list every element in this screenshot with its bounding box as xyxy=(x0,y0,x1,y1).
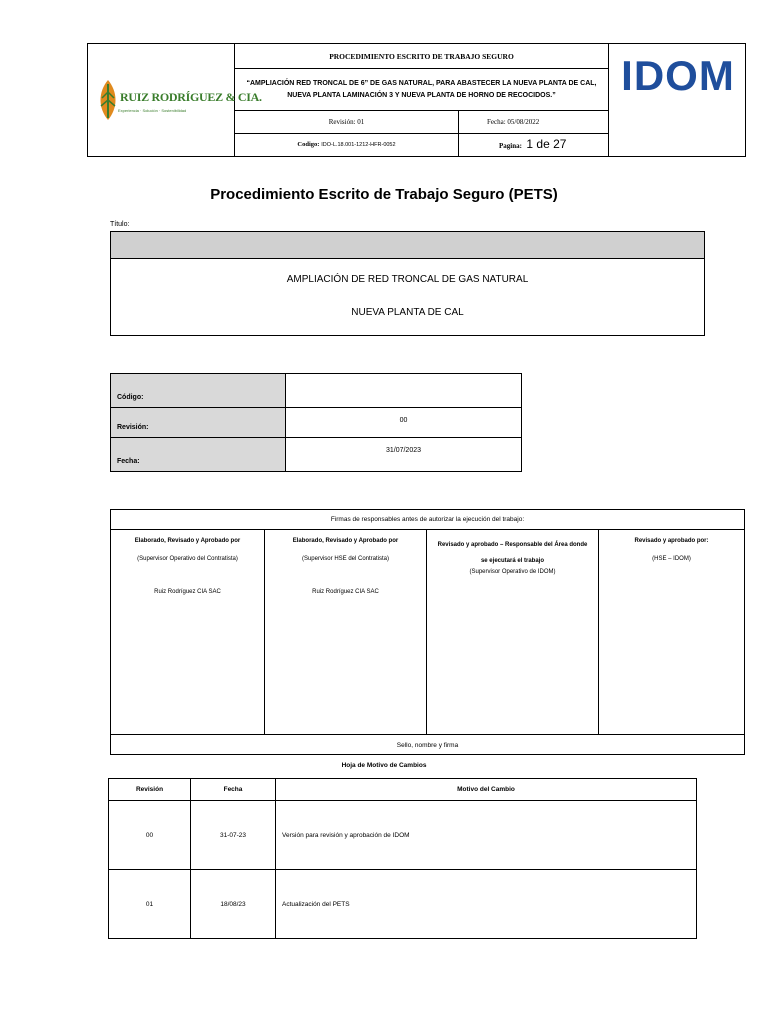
doc-type: PROCEDIMIENTO ESCRITO DE TRABAJO SEGURO xyxy=(235,44,608,69)
column-header: Motivo del Cambio xyxy=(276,779,697,801)
table-row xyxy=(109,801,697,870)
title-box xyxy=(110,231,705,336)
column-header: Revisión xyxy=(109,779,191,801)
info-revision-label: Revisión: xyxy=(111,408,286,438)
table-cell: Actualización del PETS xyxy=(276,870,697,939)
signature-company: Ruiz Rodríguez CIA SAC xyxy=(312,589,379,595)
table-row xyxy=(109,870,697,939)
column-header: Fecha xyxy=(191,779,276,801)
idom-logo xyxy=(608,44,745,156)
info-fecha-value: 31/07/2023 xyxy=(286,438,522,472)
page-title: Procedimiento Escrito de Trabajo Seguro (PETS) xyxy=(210,186,558,203)
table-cell: 01 xyxy=(109,870,191,939)
signature-column xyxy=(265,530,427,734)
company-logo xyxy=(88,44,262,156)
info-codigo-value xyxy=(286,374,522,408)
idom-logo-text: IDOM xyxy=(621,52,735,99)
signature-title: Revisado y aprobado – Responsable del Área donde se ejecutará el trabajo xyxy=(437,542,588,564)
header-center xyxy=(235,44,608,156)
signature-column xyxy=(427,530,599,734)
company-logo-text: RUIZ RODRÍGUEZ & CIA. xyxy=(120,90,262,104)
info-fecha-label: Fecha: xyxy=(111,438,286,472)
titulo-label: Título: xyxy=(110,221,130,228)
codigo-label: Codigo: xyxy=(297,141,320,148)
title-line-1: AMPLIACIÓN DE RED TRONCAL DE GAS NATURAL xyxy=(286,274,529,285)
table-header-row xyxy=(109,779,697,801)
table-cell: Versión para revisión y aprobación de IDOM xyxy=(276,801,697,870)
table-cell: 00 xyxy=(109,801,191,870)
signature-title: Elaborado, Revisado y Aprobado por xyxy=(134,538,241,544)
signatures-footer: Sello, nombre y firma xyxy=(111,734,744,754)
company-logo-tagline: Experiencia · Solución · Sostenibilidad xyxy=(118,108,187,113)
info-codigo-label: Código: xyxy=(111,374,286,408)
project-title: “AMPLIACIÓN RED TRONCAL DE 6” DE GAS NATURAL, PARA ABASTECER LA NUEVA PLANTA DE CAL, NUEVA PLANTA LAMINACIÓN 3 Y NUEVA PLANTA DE HORNO DE RECOCIDOS.” xyxy=(235,69,608,111)
codigo-value: IDO-L.18.001-1212-HFR-0052 xyxy=(321,142,396,148)
title-line-2: NUEVA PLANTA DE CAL xyxy=(351,307,464,318)
signature-role: (Supervisor HSE del Contratista) xyxy=(301,556,390,562)
document-header xyxy=(87,43,746,157)
info-table xyxy=(110,373,522,472)
table-cell: 31-07-23 xyxy=(191,801,276,870)
info-revision-value: 00 xyxy=(286,408,522,438)
signatures-box xyxy=(110,509,745,755)
signature-column xyxy=(111,530,265,734)
title-box-header xyxy=(111,232,704,259)
signature-company: Ruiz Rodríguez CIA SAC xyxy=(154,589,221,595)
signature-title: Elaborado, Revisado y Aprobado por xyxy=(292,538,399,544)
table-cell: 18/08/23 xyxy=(191,870,276,939)
header-revision: Revisión: 01 xyxy=(235,111,459,134)
signature-title: Revisado y aprobado por: xyxy=(634,538,709,544)
changes-table xyxy=(108,778,697,939)
header-date: Fecha: 05/08/2022 xyxy=(487,118,540,126)
pagina-label: Pagina: xyxy=(499,142,522,150)
signature-role: (HSE – IDOM) xyxy=(652,556,691,562)
signature-role: (Supervisor Operativo del Contratista) xyxy=(137,556,238,562)
leaf-icon xyxy=(96,78,120,122)
signature-role: (Supervisor Operativo de IDOM) xyxy=(469,569,556,576)
signatures-header: Firmas de responsables antes de autorizar la ejecución del trabajo: xyxy=(111,510,744,530)
signature-column xyxy=(599,530,744,734)
pagina-value: 1 de 27 xyxy=(526,137,567,151)
changes-title: Hoja de Motivo de Cambios xyxy=(341,762,427,769)
